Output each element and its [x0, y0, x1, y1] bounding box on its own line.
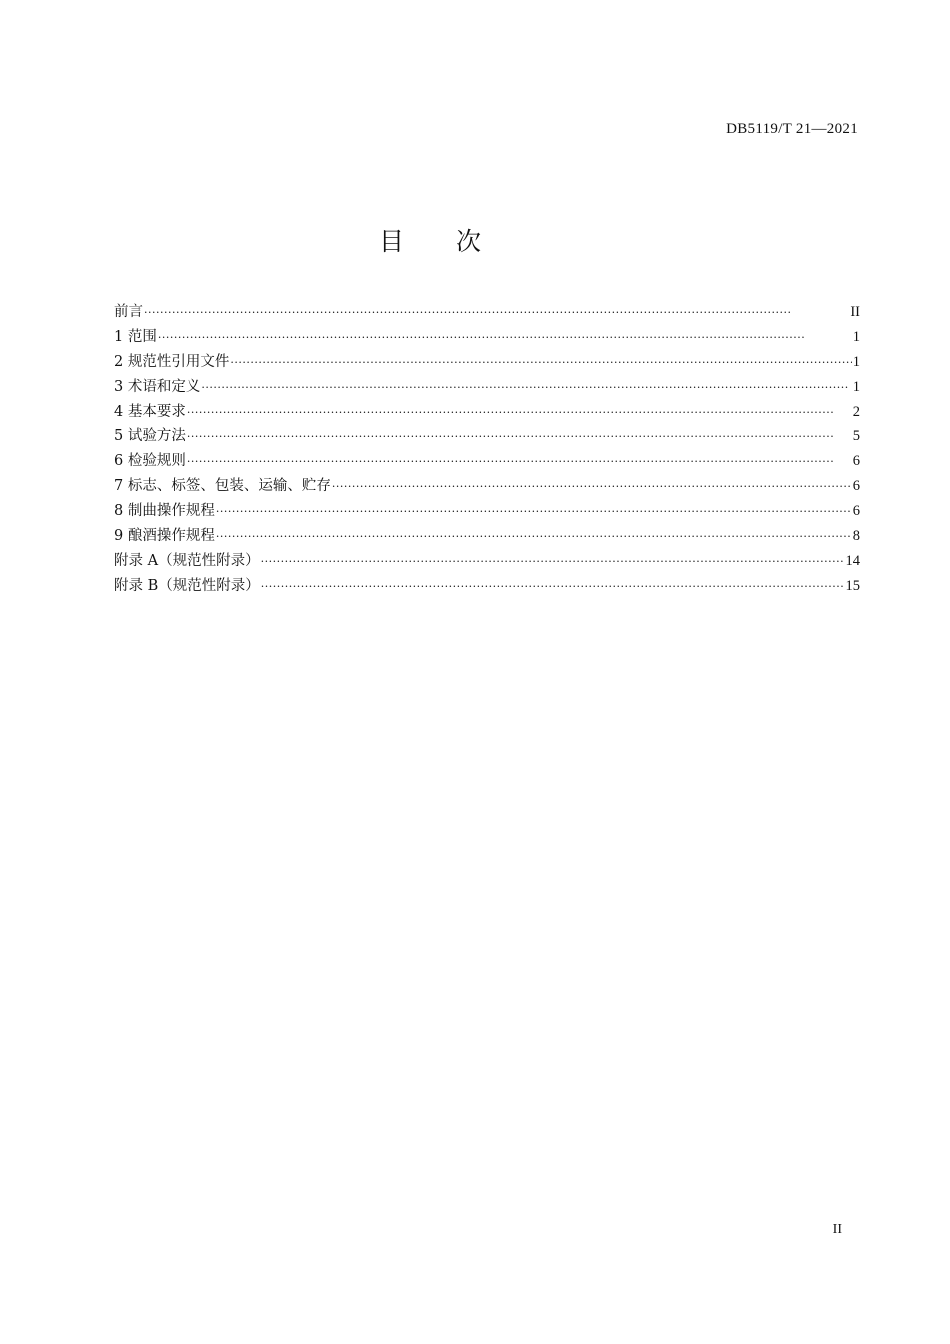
toc-entry-label: 6 检验规则	[114, 453, 186, 470]
toc-entry-scope[interactable]	[114, 327, 860, 352]
toc-entry-basic-requirements[interactable]	[114, 402, 860, 427]
toc-entry-page: 6	[852, 503, 860, 520]
toc-list	[114, 302, 860, 601]
toc-leader-dots	[201, 378, 851, 398]
toc-title-right: 次	[456, 227, 482, 256]
toc-entry-label: 9 酿酒操作规程	[114, 528, 215, 545]
toc-leader-dots	[187, 427, 852, 447]
toc-entry-normative-references[interactable]	[114, 352, 860, 377]
toc-entry-label: 3 术语和定义	[114, 378, 201, 395]
toc-entry-brewing-procedure[interactable]	[114, 526, 860, 551]
toc-title-left: 目	[378, 227, 404, 256]
toc-entry-page: II	[850, 304, 860, 320]
toc-leader-dots	[261, 577, 845, 597]
toc-entry-label: 8 制曲操作规程	[114, 503, 215, 520]
toc-entry-test-methods[interactable]	[114, 426, 860, 451]
toc-entry-terms-definitions[interactable]	[114, 377, 860, 402]
toc-entry-label: 1 范围	[114, 328, 157, 345]
toc-entry-page: 6	[852, 478, 860, 495]
toc-entry-inspection-rules[interactable]	[114, 451, 860, 476]
toc-entry-appendix-b[interactable]	[114, 576, 860, 601]
toc-entry-page: 15	[845, 577, 860, 594]
toc-leader-dots	[187, 403, 852, 423]
toc-entry-marking-packaging[interactable]	[114, 476, 860, 501]
toc-leader-dots	[332, 477, 852, 497]
toc-entry-page: 6	[852, 453, 860, 470]
toc-entry-page: 1	[852, 378, 860, 395]
document-number: DB5119/T 21—2021	[726, 121, 858, 137]
toc-entry-label: 4 基本要求	[114, 403, 186, 420]
toc-entry-page: 1	[852, 353, 860, 370]
toc-entry-appendix-a[interactable]	[114, 551, 860, 576]
toc-entry-label: 5 试验方法	[114, 428, 186, 445]
toc-leader-dots	[216, 527, 852, 547]
toc-entry-preface[interactable]	[114, 302, 860, 327]
toc-entry-label: 2 规范性引用文件	[114, 353, 230, 370]
toc-leader-dots	[144, 303, 849, 323]
toc-entry-label: 前言	[114, 304, 143, 320]
toc-entry-page: 14	[845, 552, 860, 569]
toc-title	[0, 222, 860, 258]
toc-leader-dots	[158, 328, 852, 348]
toc-entry-koji-procedure[interactable]	[114, 501, 860, 526]
toc-entry-page: 2	[852, 403, 860, 420]
toc-leader-dots	[261, 552, 845, 572]
toc-leader-dots	[230, 353, 851, 373]
toc-entry-label: 附录 A（规范性附录）	[114, 552, 260, 569]
toc-leader-dots	[216, 502, 852, 522]
page-number: II	[832, 1222, 842, 1237]
toc-entry-page: 5	[852, 428, 860, 445]
toc-entry-label: 附录 B（规范性附录）	[114, 577, 260, 594]
toc-leader-dots	[187, 452, 852, 472]
toc-entry-label: 7 标志、标签、包装、运输、贮存	[114, 478, 331, 495]
toc-entry-page: 1	[852, 328, 860, 345]
toc-entry-page: 8	[852, 528, 860, 545]
